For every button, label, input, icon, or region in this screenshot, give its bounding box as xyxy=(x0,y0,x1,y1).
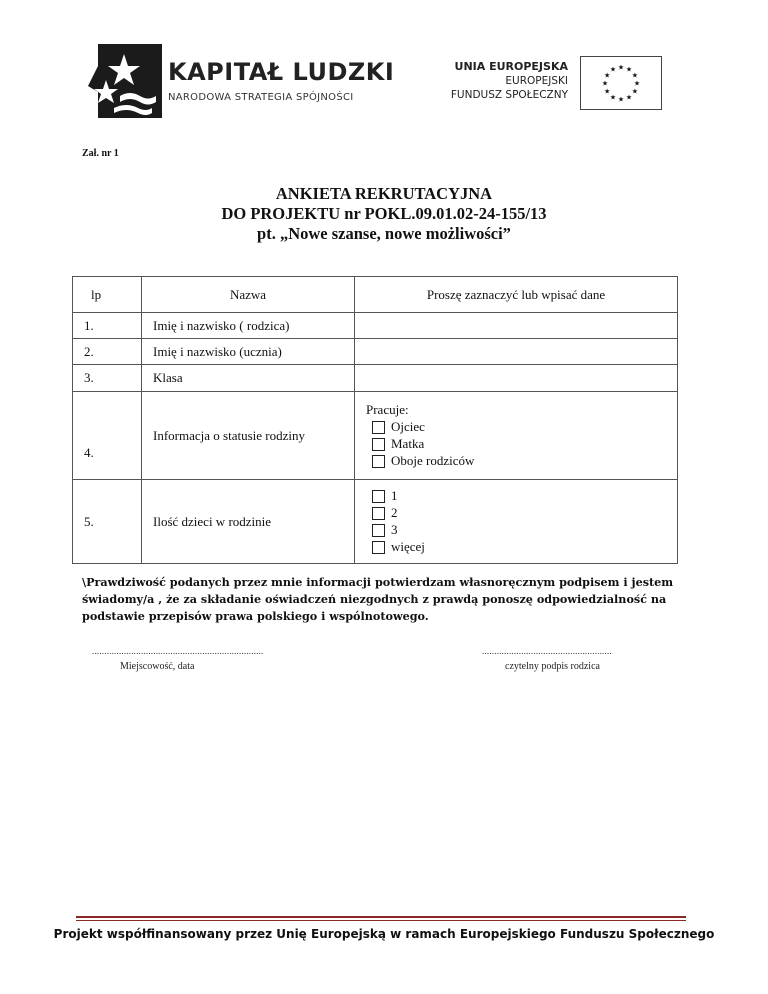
checkbox[interactable] xyxy=(372,507,385,520)
header-lp: lp xyxy=(73,277,142,313)
eu-label-line1: UNIA EUROPEJSKA xyxy=(454,60,568,73)
eu-star-icon: ★ xyxy=(631,71,639,80)
row-name: Imię i nazwisko ( rodzica) xyxy=(142,313,355,339)
eu-label-line2: EUROPEJSKI xyxy=(505,75,568,87)
row-lp: 3. xyxy=(73,365,142,392)
parent-name-input[interactable] xyxy=(355,313,678,339)
eu-star-icon: ★ xyxy=(625,65,633,74)
row-name: Klasa xyxy=(142,365,355,392)
place-date-line[interactable]: ...................................................................... xyxy=(92,646,264,656)
works-label: Pracuje: xyxy=(366,401,409,417)
eu-star-icon: ★ xyxy=(625,93,633,102)
student-name-input[interactable] xyxy=(355,339,678,365)
signature-caption: czytelny podpis rodzica xyxy=(505,661,600,672)
row-lp: 4. xyxy=(73,392,142,480)
eu-star-icon: ★ xyxy=(603,87,611,96)
title-line2: DO PROJEKTU nr POKL.09.01.02-24-155/13 xyxy=(221,204,547,223)
eu-star-icon: ★ xyxy=(609,65,617,74)
table-row xyxy=(73,313,678,339)
place-date-caption: Miejscowość, data xyxy=(120,661,195,672)
checkbox[interactable] xyxy=(372,421,385,434)
kapital-ludzki-emblem-icon xyxy=(84,40,162,120)
row-lp: 5. xyxy=(73,480,142,564)
eu-star-icon: ★ xyxy=(617,63,625,72)
recruitment-table xyxy=(72,276,678,564)
checkbox[interactable] xyxy=(372,541,385,554)
option-father[interactable]: Ojciec xyxy=(372,419,677,436)
checkbox[interactable] xyxy=(372,490,385,503)
children-count-options xyxy=(355,480,678,564)
footer-divider-thin xyxy=(76,920,686,921)
option-more[interactable]: więcej xyxy=(372,539,677,556)
title-line3: pt. „Nowe szanse, nowe możliwości” xyxy=(257,224,511,243)
title-line1: ANKIETA REKRUTACYJNA xyxy=(275,184,493,203)
class-input[interactable] xyxy=(355,365,678,392)
eu-star-icon: ★ xyxy=(601,79,609,88)
eu-star-icon: ★ xyxy=(603,71,611,80)
checkbox[interactable] xyxy=(372,524,385,537)
logo-subtitle: NARODOWA STRATEGIA SPÓJNOŚCI xyxy=(168,92,354,103)
eu-star-icon: ★ xyxy=(631,87,639,96)
option-2[interactable]: 2 xyxy=(372,505,677,522)
eu-flag-icon xyxy=(580,56,662,110)
row-name: Informacja o statusie rodziny xyxy=(142,392,355,480)
document-title xyxy=(0,184,768,244)
signature-line[interactable]: ..................................................... xyxy=(482,646,612,656)
eu-star-icon: ★ xyxy=(617,95,625,104)
declaration-text: \Prawdziwość podanych przez mnie informacji potwierdzam własnoręcznym podpisem i jestem świadomy/a , że za składanie oświadczeń niezgodnych z prawdą ponoszę odpowiedzialność na podstawie przepisów prawa polskiego i wspólnotowego. xyxy=(82,575,674,623)
option-3[interactable]: 3 xyxy=(372,522,677,539)
kapital-ludzki-logo xyxy=(84,40,395,120)
family-status-options xyxy=(355,392,678,480)
attachment-label: Zał. nr 1 xyxy=(82,148,119,159)
option-1[interactable]: 1 xyxy=(372,488,677,505)
row-lp: 2. xyxy=(73,339,142,365)
row-lp: 1. xyxy=(73,313,142,339)
header-data: Proszę zaznaczyć lub wpisać dane xyxy=(355,277,678,313)
header-name: Nazwa xyxy=(142,277,355,313)
table-row xyxy=(73,392,678,480)
option-mother[interactable]: Matka xyxy=(372,436,677,453)
row-name: Imię i nazwisko (ucznia) xyxy=(142,339,355,365)
table-row xyxy=(73,480,678,564)
table-header-row xyxy=(73,277,678,313)
footer-divider xyxy=(76,916,686,918)
eu-star-icon: ★ xyxy=(609,93,617,102)
logo-title: KAPITAŁ LUDZKI xyxy=(168,58,395,86)
option-both-parents[interactable]: Oboje rodziców xyxy=(372,453,677,470)
row-name: Ilość dzieci w rodzinie xyxy=(142,480,355,564)
eu-star-icon: ★ xyxy=(633,79,641,88)
eu-label xyxy=(451,60,568,102)
table-row xyxy=(73,365,678,392)
footer-text: Projekt współfinansowany przez Unię Europejską w ramach Europejskiego Funduszu Społecznego xyxy=(53,927,715,941)
checkbox[interactable] xyxy=(372,438,385,451)
table-row xyxy=(73,339,678,365)
eu-label-line3: FUNDUSZ SPOŁECZNY xyxy=(450,89,568,101)
checkbox[interactable] xyxy=(372,455,385,468)
